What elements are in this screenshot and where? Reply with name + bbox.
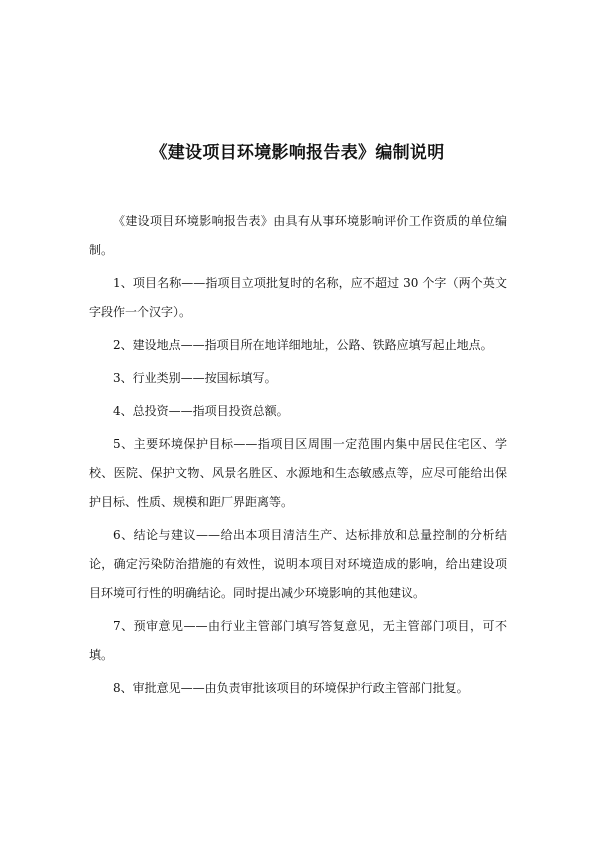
item-industry-category: 3、行业类别——按国标填写。 xyxy=(113,371,277,385)
item-conclusions: 6、结论与建议——给出本项目清洁生产、达标排放和总量控制的分析结论，确定污染防治措施的有效性，说明本项目对环境造成的影响，给出建设项目环境可行性的明确结论。同时提出减少环境影响的其他建议。 xyxy=(89,528,507,600)
intro-paragraph: 《建设项目环境影响报告表》由具有从事环境影响评价工作资质的单位编制。 xyxy=(89,214,507,257)
item-pre-review: 7、预审意见——由行业主管部门填写答复意见，无主管部门项目，可不填。 xyxy=(89,619,507,662)
document-body xyxy=(89,207,507,707)
item-project-name: 1、项目名称——指项目立项批复时的名称，应不超过 30 个字（两个英文字段作一个汉字）。 xyxy=(89,276,507,319)
item-approval: 8、审批意见——由负责审批该项目的环境保护行政主管部门批复。 xyxy=(113,681,469,695)
item-construction-site: 2、建设地点——指项目所在地详细地址，公路、铁路应填写起止地点。 xyxy=(113,338,493,352)
item-total-investment: 4、总投资——指项目投资总额。 xyxy=(113,404,289,418)
document-title: 《建设项目环境影响报告表》编制说明 xyxy=(150,143,445,163)
item-protection-targets: 5、主要环境保护目标——指项目区周围一定范围内集中居民住宅区、学校、医院、保护文物、风景名胜区、水源地和生态敏感点等，应尽可能给出保护目标、性质、规模和距厂界距离等。 xyxy=(89,437,507,509)
